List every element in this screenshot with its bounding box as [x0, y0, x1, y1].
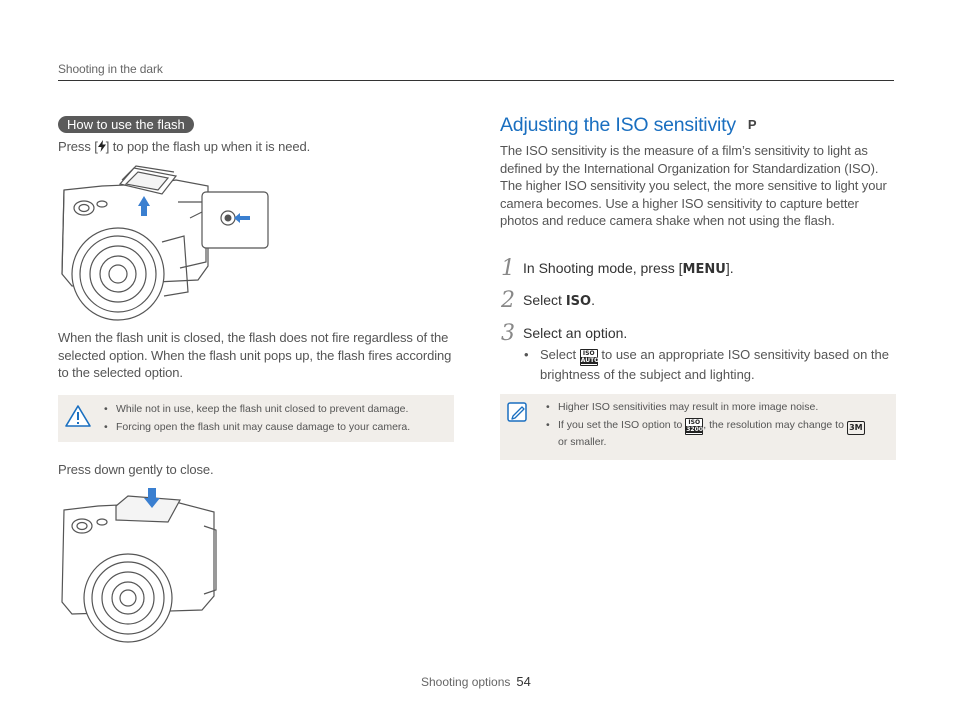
step-number: 3	[501, 321, 515, 346]
iso-3200-icon: ISO 3200	[686, 419, 703, 433]
step-number: 1	[501, 256, 515, 281]
page-footer: Shooting options 54	[421, 674, 531, 689]
iso-intro-paragraph: The ISO sensitivity is the measure of a film’s sensitivity to light as defined by the International Organization for Standardization (ISO). The higher ISO sensitivity you select, the more sensitive to light your camera becomes. Use a higher ISO sensitivity to capture better photos and reduce camera shake when not using the flash.	[500, 143, 887, 229]
iso-auto-bullet: • Select ISO AUTO to use an appropriate ISO sensitivity based on the brightness of the subject and lighting.	[524, 347, 889, 382]
flash-howto-pill: How to use the flash	[58, 116, 194, 133]
flash-icon	[98, 140, 106, 152]
note-item: • If you set the ISO option to ISO 3200 , the resolution may change to 3M or smaller.	[546, 418, 886, 449]
iso-auto-icon: ISO AUTO	[580, 350, 600, 364]
page-title: Adjusting the ISO sensitivity P	[500, 114, 757, 136]
press-down-instruction: Press down gently to close.	[58, 462, 214, 477]
note-item: • Higher ISO sensitivities may result in more image noise.	[546, 400, 886, 414]
step-number: 2	[501, 288, 515, 313]
warning-list	[104, 402, 444, 438]
program-mode-icon: P	[747, 117, 757, 132]
camera-flash-open-illustration	[58, 162, 274, 322]
warning-item: • While not in use, keep the flash unit closed to prevent damage.	[104, 402, 444, 416]
iso-menu-label: ISO	[565, 294, 592, 309]
camera-flash-close-illustration	[58, 486, 222, 646]
warning-item: • Forcing open the flash unit may cause damage to your camera.	[104, 420, 444, 434]
page-number: 54	[516, 674, 531, 689]
section-header: Shooting in the dark	[58, 62, 163, 76]
note-list	[546, 400, 886, 453]
flash-closed-paragraph: When the flash unit is closed, the flash does not fire regardless of the selected option. When the flash unit pops up, the flash fires according to the selected option.	[58, 330, 452, 381]
resolution-3m-icon: 3M	[847, 421, 865, 435]
step-text: Select an option.	[523, 325, 628, 341]
press-flash-instruction: Press [ ] to pop the flash up when it is need.	[58, 139, 311, 154]
step-text: In Shooting mode, press [MENU].	[523, 260, 734, 277]
warning-triangle-icon	[64, 403, 92, 429]
step-text: Select ISO.	[523, 292, 595, 309]
menu-button-label: MENU	[682, 262, 726, 277]
note-pencil-icon	[506, 401, 530, 423]
header-rule	[58, 80, 894, 81]
